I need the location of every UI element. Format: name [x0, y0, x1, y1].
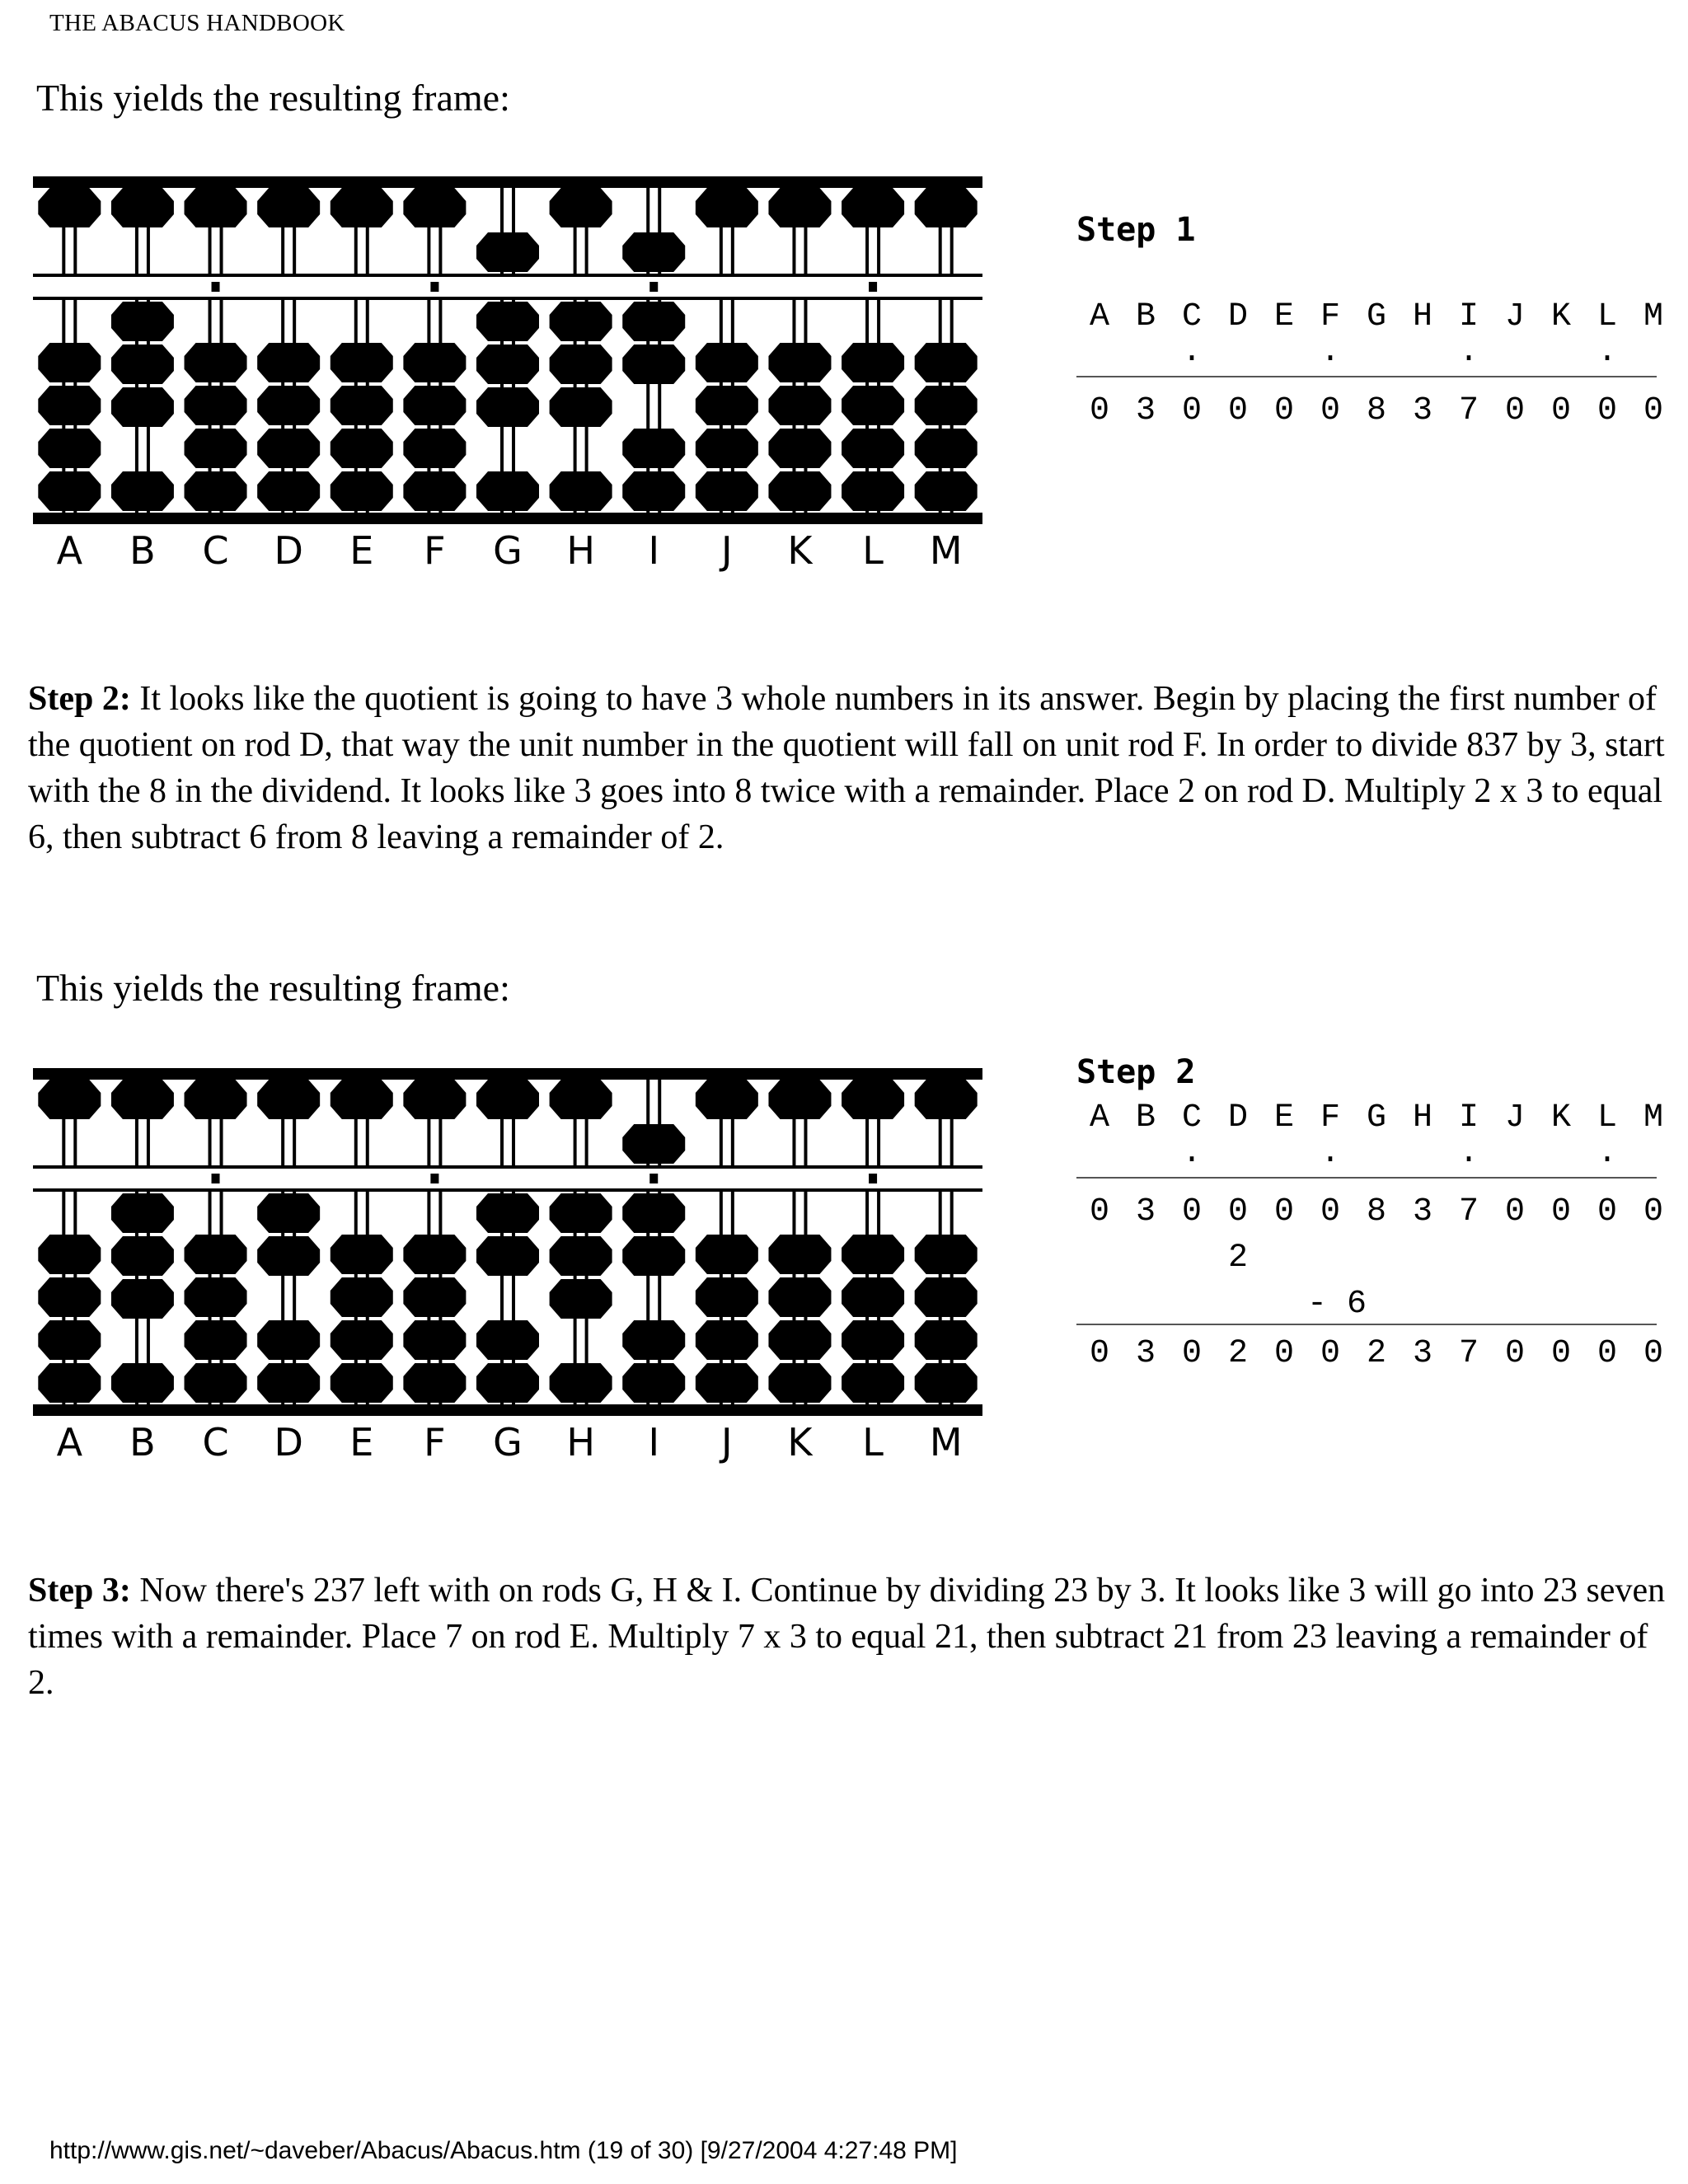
abacus-1-earth-bead-g-4	[476, 471, 539, 511]
abacus-2-heaven-bead-d	[257, 1080, 320, 1119]
step-1-header-b: B	[1135, 298, 1156, 335]
step-2-digit-a: 0	[1089, 1335, 1109, 1372]
abacus-1-earth-bead-a-2	[38, 386, 101, 425]
abacus-2-earth-bead-i-1	[622, 1193, 685, 1233]
abacus-1-earth-bead-k-2	[768, 386, 831, 425]
step-2-quotient-digit: 2	[1227, 1240, 1248, 1277]
step-2-start-k: 0	[1550, 1193, 1571, 1230]
abacus-2-heaven-bead-g	[476, 1080, 539, 1119]
abacus-1-earth-bead-b-4	[111, 471, 174, 511]
step-1-result-row	[1076, 392, 1663, 429]
abacus-1-earth-bead-k-3	[768, 429, 831, 468]
abacus-1-heaven-bead-g	[476, 232, 539, 272]
abacus-2-rod-label-a: A	[56, 1420, 83, 1464]
abacus-2-earth-bead-m-4	[915, 1363, 978, 1403]
step-1-digit-j: 0	[1504, 392, 1525, 429]
abacus-1-earth-bead-f-2	[403, 386, 466, 425]
abacus-1-rod-label-c: C	[202, 528, 229, 572]
abacus-2-top-frame	[33, 1068, 982, 1080]
abacus-1-earth-bead-b-1	[111, 302, 174, 341]
step-1-unit-dot-i: .	[1458, 334, 1479, 371]
step-2-start-i: 7	[1458, 1193, 1479, 1230]
abacus-2-rod-label-d: D	[274, 1420, 303, 1464]
abacus-1-heaven-bead-l	[842, 188, 904, 227]
step-2-digit-i: 7	[1458, 1335, 1479, 1372]
abacus-1-earth-bead-l-4	[842, 471, 904, 511]
abacus-2-earth-bead-d-2	[257, 1236, 320, 1276]
step-1-digit-g: 8	[1366, 392, 1386, 429]
step-1-digit-h: 3	[1412, 392, 1432, 429]
abacus-2-heaven-bead-f	[403, 1080, 466, 1119]
abacus-1-upper-rail	[33, 274, 982, 277]
step-2-digit-k: 0	[1550, 1335, 1571, 1372]
abacus-1-earth-bead-k-4	[768, 471, 831, 511]
abacus-2-earth-bead-g-4	[476, 1363, 539, 1403]
step-2-digit-b: 3	[1135, 1335, 1156, 1372]
abacus-2-earth-bead-a-4	[38, 1363, 101, 1403]
abacus-1-rod-label-k: K	[787, 528, 813, 572]
abacus-2-earth-bead-h-1	[550, 1193, 612, 1233]
step-1-unit-dots	[1076, 334, 1657, 370]
abacus-1-rod-label-b: B	[129, 528, 156, 572]
step-1-digit-m: 0	[1643, 392, 1663, 429]
step-1-digit-d: 0	[1227, 392, 1248, 429]
abacus-1-earth-bead-e-3	[331, 429, 393, 468]
abacus-1-earth-bead-i-4	[622, 471, 685, 511]
step-2-digit-f: 0	[1320, 1335, 1340, 1372]
abacus-2-earth-bead-j-4	[696, 1363, 758, 1403]
abacus-1-earth-bead-f-3	[403, 429, 466, 468]
step-2-digit-m: 0	[1643, 1335, 1663, 1372]
abacus-2-rod-label-c: C	[202, 1420, 229, 1464]
abacus-2-earth-bead-b-4	[111, 1363, 174, 1403]
abacus-1-earth-bead-i-2	[622, 344, 685, 384]
abacus-1-unit-mark-i	[649, 282, 658, 292]
step-3-label: Step 3:	[28, 1572, 131, 1610]
step-1-header-l: L	[1597, 298, 1617, 335]
step-2-digit-l: 0	[1597, 1335, 1617, 1372]
abacus-2-earth-bead-b-2	[111, 1236, 174, 1276]
abacus-2-earth-bead-g-1	[476, 1193, 539, 1233]
abacus-1-rod-label-i: I	[648, 528, 660, 572]
abacus-2-earth-bead-e-3	[331, 1320, 393, 1360]
abacus-1-earth-bead-i-1	[622, 302, 685, 341]
step-2-subtract-value: - 6	[1307, 1286, 1367, 1323]
abacus-1-rod-label-j: J	[721, 528, 733, 572]
abacus-1-earth-bead-j-3	[696, 429, 758, 468]
abacus-1-earth-bead-l-1	[842, 343, 904, 382]
abacus-1-earth-bead-d-1	[257, 343, 320, 382]
step-1-digit-c: 0	[1181, 392, 1202, 429]
step-2-header-d: D	[1227, 1099, 1248, 1137]
step-2-rule-1	[1076, 1177, 1657, 1179]
abacus-2-rod-label-l: L	[862, 1420, 884, 1464]
page-footer-url: http://www.gis.net/~daveber/Abacus/Abacus.htm (19 of 30) [9/27/2004 4:27:48 PM]	[49, 2137, 958, 2164]
abacus-2-unit-mark-f	[430, 1174, 438, 1183]
step-2-title: Step 2	[1076, 1053, 1196, 1091]
step-2-result-row	[1076, 1335, 1663, 1372]
step-2-start-l: 0	[1597, 1193, 1617, 1230]
step-3-paragraph	[28, 1568, 1668, 1706]
abacus-2-rod-label-f: F	[424, 1420, 446, 1464]
abacus-2-rod-label-e: E	[349, 1420, 374, 1464]
abacus-2-earth-bead-c-3	[185, 1320, 247, 1360]
abacus-2-heaven-bead-i	[622, 1124, 685, 1164]
abacus-2-earth-bead-i-2	[622, 1236, 685, 1276]
step-2-digit-h: 3	[1412, 1335, 1432, 1372]
step-2-header-l: L	[1597, 1099, 1617, 1137]
abacus-figure-2	[33, 1068, 982, 1464]
abacus-1-unit-mark-l	[869, 282, 877, 292]
abacus-2-earth-bead-f-3	[403, 1320, 466, 1360]
abacus-1-unit-mark-c	[212, 282, 220, 292]
abacus-2-rod-label-m: M	[929, 1420, 963, 1464]
step-2-header-i: I	[1458, 1099, 1479, 1137]
abacus-2-rod-label-i: I	[648, 1420, 660, 1464]
abacus-1-earth-bead-e-2	[331, 386, 393, 425]
abacus-1-earth-bead-e-1	[331, 343, 393, 382]
abacus-2-earth-bead-m-2	[915, 1277, 978, 1317]
abacus-2-heaven-bead-h	[550, 1080, 612, 1119]
abacus-1-heaven-bead-b	[111, 188, 174, 227]
step-2-quotient-row	[1076, 1240, 1657, 1276]
abacus-2-earth-bead-d-1	[257, 1193, 320, 1233]
abacus-2-earth-bead-e-1	[331, 1235, 393, 1274]
abacus-1-earth-bead-b-2	[111, 344, 174, 384]
step-2-start-j: 0	[1504, 1193, 1525, 1230]
step-2-body: It looks like the quotient is going to have 3 whole numbers in its answer. Begin by placing the first number of the quotient on rod D, that way the unit number in the quotient will fall on unit rod F. In order to divide 837 by 3, start with the 8 in the dividend. It looks like 3 goes into 8 twice with a remainder. Place 2 on rod D. Multiply 2 x 3 to equal 6, then subtract 6 from 8 leaving a remainder of 2.	[28, 680, 1665, 856]
abacus-2-heaven-bead-c	[185, 1080, 247, 1119]
step-1-header-f: F	[1320, 298, 1340, 335]
abacus-1-heaven-bead-j	[696, 188, 758, 227]
abacus-figure-1	[33, 176, 982, 572]
step-2-digit-d: 2	[1227, 1335, 1248, 1372]
step-2-paragraph	[28, 676, 1668, 860]
abacus-1-earth-bead-l-2	[842, 386, 904, 425]
abacus-2-earth-bead-l-2	[842, 1277, 904, 1317]
abacus-1-rod-label-l: L	[862, 528, 884, 572]
abacus-1-unit-mark-f	[430, 282, 438, 292]
step-1-digit-l: 0	[1597, 392, 1617, 429]
step-1-header-g: G	[1366, 298, 1386, 335]
step-2-start-b: 3	[1135, 1193, 1156, 1230]
step-1-header-a: A	[1089, 298, 1109, 335]
abacus-1-heaven-bead-m	[915, 188, 978, 227]
step-2-header-c: C	[1181, 1099, 1202, 1137]
abacus-1-earth-bead-j-2	[696, 386, 758, 425]
abacus-1-earth-bead-c-2	[185, 386, 247, 425]
abacus-2-earth-bead-c-4	[185, 1363, 247, 1403]
step-2-start-e: 0	[1273, 1193, 1294, 1230]
abacus-1-earth-bead-j-1	[696, 343, 758, 382]
step-2-unit-dots	[1076, 1135, 1657, 1171]
abacus-2-svg	[33, 1068, 982, 1464]
step-1-rule	[1076, 376, 1657, 377]
step-2-start-h: 3	[1412, 1193, 1432, 1230]
abacus-2-heaven-bead-e	[331, 1080, 393, 1119]
abacus-1-earth-bead-a-4	[38, 471, 101, 511]
step-1-header-k: K	[1550, 298, 1571, 335]
step-2-header-e: E	[1273, 1099, 1294, 1137]
step-1-digit-e: 0	[1273, 392, 1294, 429]
abacus-1-rod-label-h: H	[566, 528, 595, 572]
abacus-2-earth-bead-j-2	[696, 1277, 758, 1317]
abacus-2-earth-bead-a-2	[38, 1277, 101, 1317]
step-2-header-f: F	[1320, 1099, 1340, 1137]
abacus-1-heaven-bead-i	[622, 232, 685, 272]
abacus-2-earth-bead-e-4	[331, 1363, 393, 1403]
step-2-start-g: 8	[1366, 1193, 1386, 1230]
abacus-2-earth-bead-e-2	[331, 1277, 393, 1317]
step-2-rod-header	[1076, 1099, 1663, 1137]
abacus-1-earth-bead-m-4	[915, 471, 978, 511]
abacus-1-heaven-bead-f	[403, 188, 466, 227]
abacus-2-rod-label-h: H	[566, 1420, 595, 1464]
abacus-1-earth-bead-b-3	[111, 387, 174, 427]
step-2-start-d: 0	[1227, 1193, 1248, 1230]
abacus-2-rod-label-k: K	[787, 1420, 813, 1464]
abacus-2-heaven-bead-m	[915, 1080, 978, 1119]
abacus-2-earth-bead-k-4	[768, 1363, 831, 1403]
abacus-2-earth-bead-l-3	[842, 1320, 904, 1360]
abacus-1-rod-label-e: E	[349, 528, 374, 572]
abacus-1-heaven-bead-a	[38, 188, 101, 227]
step-1-title: Step 1	[1076, 211, 1196, 249]
abacus-2-earth-bead-m-3	[915, 1320, 978, 1360]
abacus-2-earth-bead-f-2	[403, 1277, 466, 1317]
abacus-2-earth-bead-a-3	[38, 1320, 101, 1360]
step-1-digit-k: 0	[1550, 392, 1571, 429]
abacus-1-earth-bead-m-1	[915, 343, 978, 382]
abacus-1-earth-bead-d-2	[257, 386, 320, 425]
step-2-unit-dot-f: .	[1320, 1135, 1340, 1172]
abacus-1-earth-bead-f-4	[403, 471, 466, 511]
step-2-subtract-row	[1076, 1286, 1657, 1322]
step-2-rule-2	[1076, 1324, 1657, 1325]
abacus-2-unit-mark-c	[212, 1174, 220, 1183]
abacus-1-earth-bead-h-3	[550, 387, 612, 427]
abacus-2-earth-bead-l-4	[842, 1363, 904, 1403]
step-2-header-b: B	[1135, 1099, 1156, 1137]
abacus-1-heaven-bead-e	[331, 188, 393, 227]
abacus-1-earth-bead-j-4	[696, 471, 758, 511]
abacus-1-bottom-frame	[33, 513, 982, 524]
abacus-1-top-frame	[33, 176, 982, 188]
step-2-start-m: 0	[1643, 1193, 1663, 1230]
abacus-2-rod-label-j: J	[721, 1420, 733, 1464]
abacus-2-earth-bead-f-1	[403, 1235, 466, 1274]
step-2-unit-dot-c: .	[1181, 1135, 1202, 1172]
abacus-1-heaven-bead-k	[768, 188, 831, 227]
abacus-1-earth-bead-g-3	[476, 387, 539, 427]
abacus-1-earth-bead-h-4	[550, 471, 612, 511]
step-2-digit-j: 0	[1504, 1335, 1525, 1372]
abacus-2-earth-bead-h-4	[550, 1363, 612, 1403]
step-1-header-j: J	[1504, 298, 1525, 335]
step-1-header-e: E	[1273, 298, 1294, 335]
abacus-2-earth-bead-g-3	[476, 1320, 539, 1360]
abacus-2-earth-bead-h-3	[550, 1279, 612, 1319]
abacus-1-heaven-bead-c	[185, 188, 247, 227]
abacus-2-earth-bead-f-4	[403, 1363, 466, 1403]
abacus-2-rod-label-b: B	[129, 1420, 156, 1464]
step-2-header-k: K	[1550, 1099, 1571, 1137]
abacus-2-earth-bead-j-3	[696, 1320, 758, 1360]
step-3-body: Now there's 237 left with on rods G, H & I. Continue by dividing 23 by 3. It looks like 3 will go into 23 seven times with a remainder. Place 7 on rod E. Multiply 7 x 3 to equal 21, then subtract 21 from 23 leaving a remainder of 2.	[28, 1572, 1666, 1702]
step-2-digit-g: 2	[1366, 1335, 1386, 1372]
abacus-2-earth-bead-k-1	[768, 1235, 831, 1274]
abacus-2-earth-bead-h-2	[550, 1236, 612, 1276]
abacus-2-unit-mark-l	[869, 1174, 877, 1183]
abacus-1-rod-label-d: D	[274, 528, 303, 572]
abacus-2-heaven-bead-a	[38, 1080, 101, 1119]
abacus-2-heaven-bead-k	[768, 1080, 831, 1119]
abacus-1-heaven-bead-h	[550, 188, 612, 227]
abacus-1-earth-bead-h-2	[550, 344, 612, 384]
step-1-header-i: I	[1458, 298, 1479, 335]
step-2-header-m: M	[1643, 1099, 1663, 1137]
step-1-rod-header	[1076, 298, 1663, 335]
abacus-2-earth-bead-b-3	[111, 1279, 174, 1319]
step-2-header-h: H	[1412, 1099, 1432, 1137]
abacus-2-bottom-frame	[33, 1404, 982, 1416]
step-2-start-c: 0	[1181, 1193, 1202, 1230]
step-2-digit-e: 0	[1273, 1335, 1294, 1372]
abacus-2-earth-bead-d-3	[257, 1320, 320, 1360]
abacus-1-earth-bead-a-1	[38, 343, 101, 382]
step-2-start-f: 0	[1320, 1193, 1340, 1230]
step-2-unit-dot-i: .	[1458, 1135, 1479, 1172]
step-1-header-h: H	[1412, 298, 1432, 335]
abacus-1-earth-bead-g-1	[476, 302, 539, 341]
abacus-1-earth-bead-m-3	[915, 429, 978, 468]
abacus-2-earth-bead-g-2	[476, 1236, 539, 1276]
step-2-start-row	[1076, 1193, 1663, 1230]
abacus-2-earth-bead-i-3	[622, 1320, 685, 1360]
abacus-2-earth-bead-j-1	[696, 1235, 758, 1274]
abacus-1-earth-bead-g-2	[476, 344, 539, 384]
abacus-1-earth-bead-l-3	[842, 429, 904, 468]
abacus-2-rod-label-g: G	[493, 1420, 523, 1464]
step-1-unit-dot-f: .	[1320, 334, 1340, 371]
abacus-2-earth-bead-b-1	[111, 1193, 174, 1233]
abacus-2-heaven-bead-j	[696, 1080, 758, 1119]
abacus-1-earth-bead-k-1	[768, 343, 831, 382]
abacus-1-earth-bead-c-4	[185, 471, 247, 511]
abacus-2-heaven-bead-b	[111, 1080, 174, 1119]
abacus-2-unit-mark-i	[649, 1174, 658, 1183]
running-header: THE ABACUS HANDBOOK	[49, 10, 345, 36]
abacus-2-earth-bead-k-3	[768, 1320, 831, 1360]
intro-text-1: This yields the resulting frame:	[36, 77, 510, 119]
step-1-unit-dot-c: .	[1181, 334, 1202, 371]
step-1-header-c: C	[1181, 298, 1202, 335]
abacus-1-earth-bead-d-3	[257, 429, 320, 468]
abacus-1-earth-bead-c-1	[185, 343, 247, 382]
abacus-2-earth-bead-a-1	[38, 1235, 101, 1274]
abacus-2-earth-bead-i-4	[622, 1363, 685, 1403]
step-1-digit-f: 0	[1320, 392, 1340, 429]
step-2-unit-dot-l: .	[1597, 1135, 1617, 1172]
step-2-header-g: G	[1366, 1099, 1386, 1137]
step-2-label: Step 2:	[28, 680, 131, 718]
abacus-1-earth-bead-c-3	[185, 429, 247, 468]
intro-text-2: This yields the resulting frame:	[36, 967, 510, 1009]
abacus-1-earth-bead-d-4	[257, 471, 320, 511]
abacus-1-rod-label-f: F	[424, 528, 446, 572]
abacus-1-heaven-bead-d	[257, 188, 320, 227]
abacus-1-earth-bead-h-1	[550, 302, 612, 341]
step-2-header-j: J	[1504, 1099, 1525, 1137]
abacus-2-earth-bead-l-1	[842, 1235, 904, 1274]
step-1-digit-b: 3	[1135, 392, 1156, 429]
abacus-1-earth-bead-m-2	[915, 386, 978, 425]
step-1-digit-i: 7	[1458, 392, 1479, 429]
abacus-2-earth-bead-c-2	[185, 1277, 247, 1317]
step-1-header-m: M	[1643, 298, 1663, 335]
abacus-1-earth-bead-i-3	[622, 429, 685, 468]
abacus-2-heaven-bead-l	[842, 1080, 904, 1119]
step-1-digit-a: 0	[1089, 392, 1109, 429]
abacus-1-rod-label-a: A	[56, 528, 83, 572]
abacus-2-lower-rail	[33, 1188, 982, 1192]
abacus-1-earth-bead-a-3	[38, 429, 101, 468]
abacus-2-earth-bead-c-1	[185, 1235, 247, 1274]
abacus-1-earth-bead-e-4	[331, 471, 393, 511]
abacus-1-rod-label-g: G	[493, 528, 523, 572]
abacus-1-earth-bead-f-1	[403, 343, 466, 382]
abacus-1-svg	[33, 176, 982, 572]
abacus-2-upper-rail	[33, 1165, 982, 1169]
abacus-1-lower-rail	[33, 297, 982, 300]
step-2-header-a: A	[1089, 1099, 1109, 1137]
abacus-1-rod-label-m: M	[929, 528, 963, 572]
step-1-header-d: D	[1227, 298, 1248, 335]
abacus-2-earth-bead-d-4	[257, 1363, 320, 1403]
abacus-2-earth-bead-k-2	[768, 1277, 831, 1317]
abacus-2-earth-bead-m-1	[915, 1235, 978, 1274]
step-1-unit-dot-l: .	[1597, 334, 1617, 371]
step-2-start-a: 0	[1089, 1193, 1109, 1230]
step-2-digit-c: 0	[1181, 1335, 1202, 1372]
